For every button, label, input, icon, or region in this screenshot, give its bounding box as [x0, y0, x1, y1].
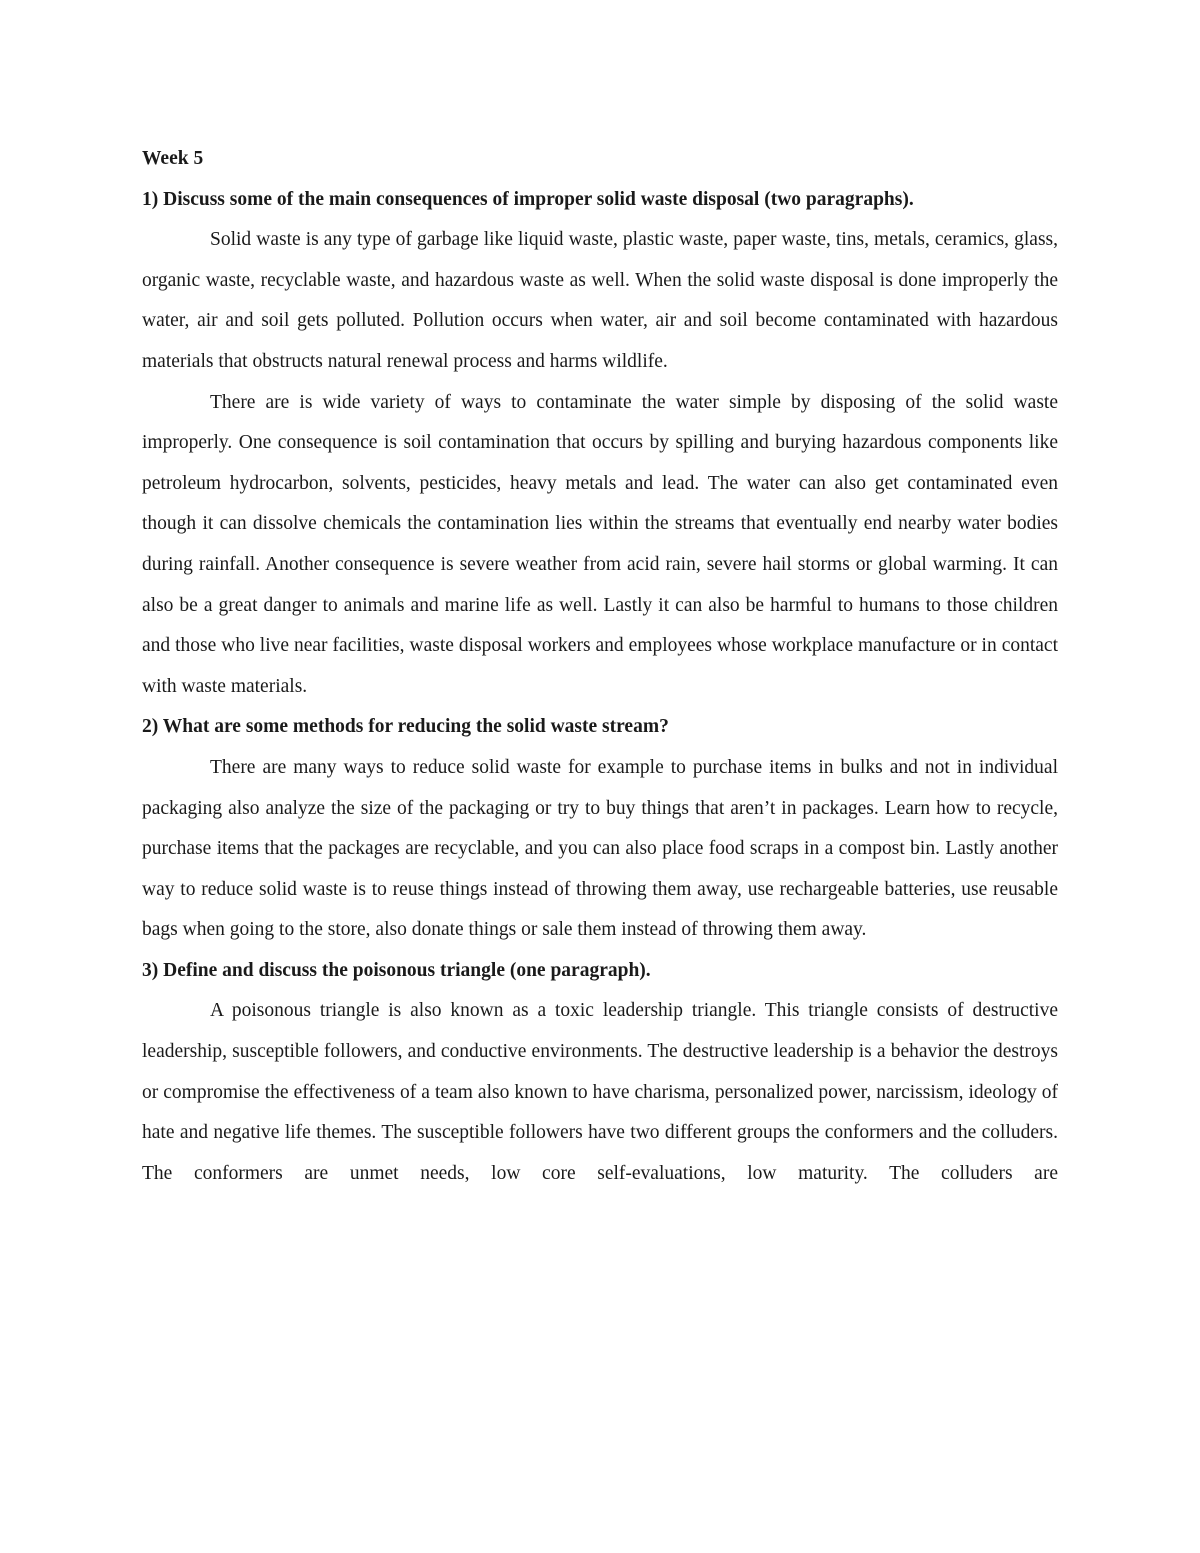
week-title: Week 5 [142, 148, 204, 169]
question-2-heading: 2) What are some methods for reducing the solid waste stream? [142, 716, 669, 738]
document-page [142, 139, 1058, 1194]
question-3-paragraph-1: A poisonous triangle is also known as a toxic leadership triangle. This triangle consists of destructive leadership, susceptible followers, and conductive environments. The destructive leadership is a behavior the destroys or compromise the effectiveness of a team also known to have charisma, personalized power, narcissism, ideology of hate and negative life themes. The susceptible followers have two different groups the conformers and the colluders. The conformers are unmet needs, low core self-evaluations, low maturity. The colluders are [142, 1000, 1058, 1184]
question-1-paragraph-2: There are is wide variety of ways to contaminate the water simple by disposing of the solid waste improperly. One consequence is soil contamination that occurs by spilling and burying hazardous components like petroleum hydrocarbon, solvents, pesticides, heavy metals and lead. The water can also get contaminated even though it can dissolve chemicals the contamination lies within the streams that eventually end nearby water bodies during rainfall. Another consequence is severe weather from acid rain, severe hail storms or global warming. It can also be a great danger to animals and marine life as well. Lastly it can also be harmful to humans to those children and those who live near facilities, waste disposal workers and employees whose workplace manufacture or in contact with waste materials. [142, 391, 1058, 697]
question-1-heading: 1) Discuss some of the main consequences of improper solid waste disposal (two paragraphs). [142, 188, 914, 210]
question-3-heading: 3) Define and discuss the poisonous triangle (one paragraph). [142, 959, 651, 981]
question-1-paragraph-1: Solid waste is any type of garbage like liquid waste, plastic waste, paper waste, tins, metals, ceramics, glass, organic waste, recyclable waste, and hazardous waste as well. When the solid waste disposal is done improperly the water, air and soil gets polluted. Pollution occurs when water, air and soil become contaminated with hazardous materials that obstructs natural renewal process and harms wildlife. [142, 229, 1058, 372]
question-2-paragraph-1: There are many ways to reduce solid waste for example to purchase items in bulks and not in individual packaging also analyze the size of the packaging or try to buy things that aren’t in packages. Learn how to recycle, purchase items that the packages are recyclable, and you can also place food scraps in a compost bin. Lastly another way to reduce solid waste is to reuse things instead of throwing them away, use rechargeable batteries, use reusable bags when going to the store, also donate things or sale them instead of throwing them away. [142, 756, 1058, 941]
